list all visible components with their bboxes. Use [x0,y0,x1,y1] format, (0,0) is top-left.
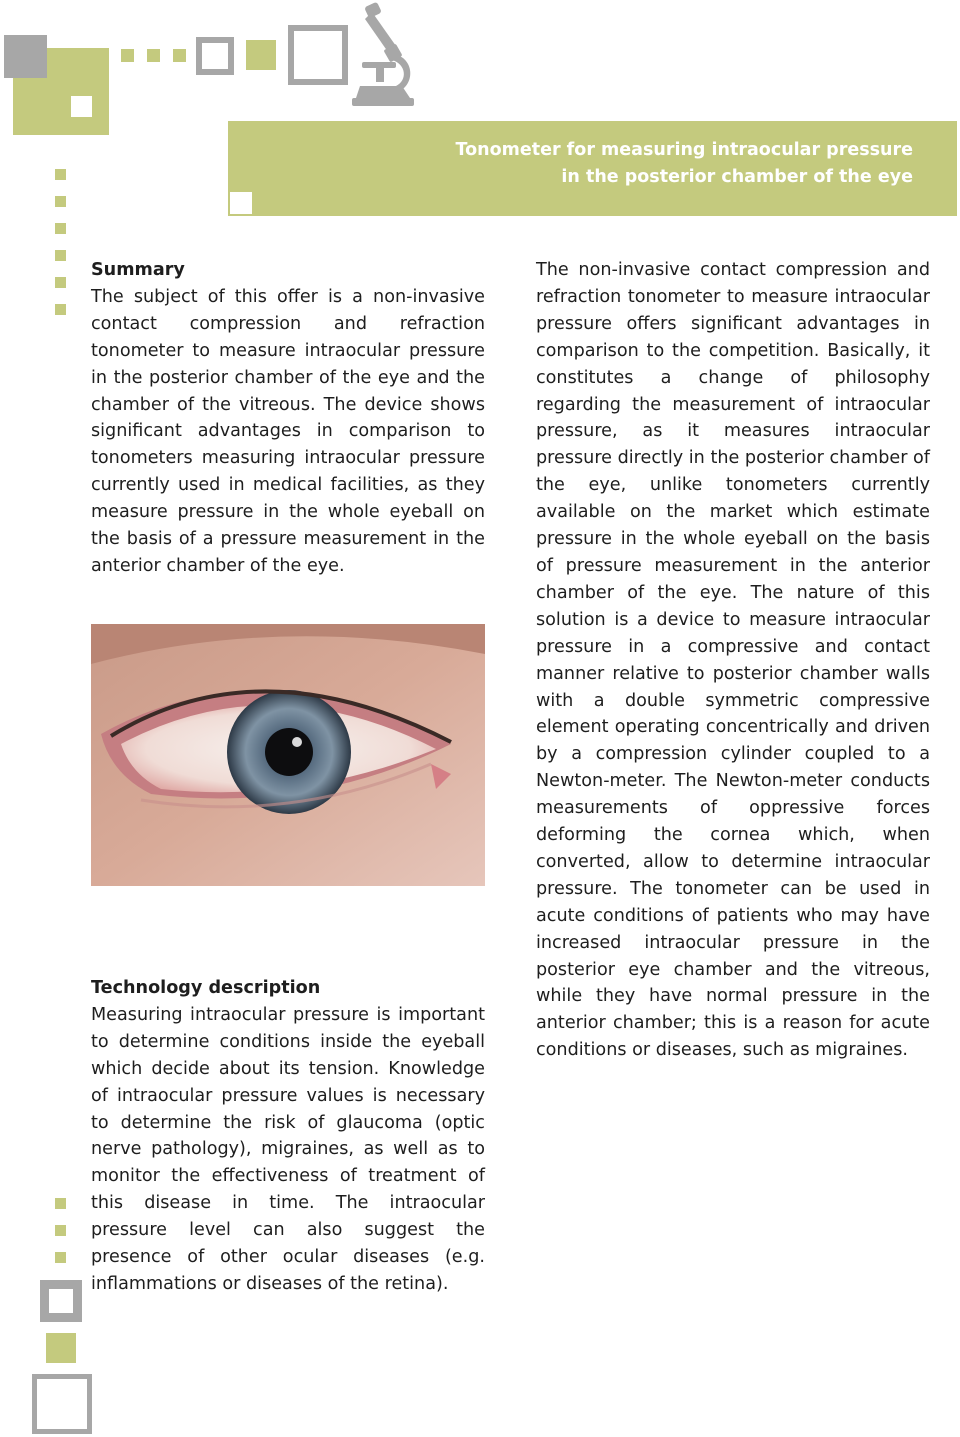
right-column-section [536,257,930,1064]
page-title-line1: Tonometer for measuring intraocular pressure [455,140,913,160]
technology-section [91,975,485,1298]
summary-section [91,257,485,580]
decor-square [173,49,186,62]
decor-square [55,169,66,180]
summary-text: The subject of this offer is a non-invasive contact compression and refraction tonometer to measure intraocular pressure in the posterior chamber of the eye and the chamber of the vitreous. The device shows significant advantages in comparison to tonometers measuring intraocular pressure currently used in medical facilities, as they measure pressure in the whole eyeball on the basis of a pressure measurement in the anterior chamber of the eye. [91,286,485,576]
decor-square [55,1225,66,1236]
decor-square [40,1280,82,1322]
decor-square [147,49,160,62]
microscope-icon [352,2,418,108]
technology-heading: Technology description [91,978,321,998]
page-title-line2: in the posterior chamber of the eye [561,167,913,187]
decor-square [196,37,234,75]
decor-square [32,1374,92,1434]
decor-square [4,35,47,78]
decor-square [46,1333,76,1363]
decor-square [55,1252,66,1263]
decor-square [55,1198,66,1209]
decor-square [71,96,92,117]
decor-square [55,304,66,315]
decor-square [55,196,66,207]
decor-square [230,192,252,214]
eye-photo [91,624,485,886]
decor-square [55,250,66,261]
decor-square [246,40,276,70]
page-title [456,137,914,191]
decor-square [55,223,66,234]
decor-square [121,49,134,62]
decor-square [55,277,66,288]
decor-square [288,25,348,85]
header-band [228,121,957,216]
technology-text: Measuring intraocular pressure is important to determine conditions inside the eyeball which decide about its tension. Knowledge of intraocular pressure values is necessary to determine the risk of glaucoma (optic nerve pathology), migraines, as well as to monitor the effectiveness of treatment of this disease in time. The intraocular pressure level can also suggest the presence of other ocular diseases (e.g. inflammations or diseases of the retina). [91,1004,485,1294]
summary-heading: Summary [91,260,185,280]
right-column-text: The non-invasive contact compression and refraction tonometer to measure intraocular pressure offers significant advantages in comparison to the competition. Basically, it constitutes a change of philosophy regarding the measurement of intraocular pressure, as it measures intraocular pressure directly in the posterior chamber of the eye, unlike tonometers currently available on the market which estimate pressure in the whole eyeball on the basis of pressure measurement in the anterior chamber of the eye. The nature of this solution is a device to measure intraocular pressure in a compressive and contact manner relative to posterior chamber walls with a double symmetric compressive element operating concentrically and driven by a compression cylinder coupled to a Newton-meter. The Newton-meter conducts measurements of oppressive forces deforming the cornea which, when converted, allow to determine intraocular pressure. The tonometer can be used in acute conditions of patients who may have increased intraocular pressure in the posterior eye chamber and the vitreous, while they have normal pressure in the anterior chamber; this is a reason for acute conditions or diseases, such as migraines. [536,260,930,1061]
